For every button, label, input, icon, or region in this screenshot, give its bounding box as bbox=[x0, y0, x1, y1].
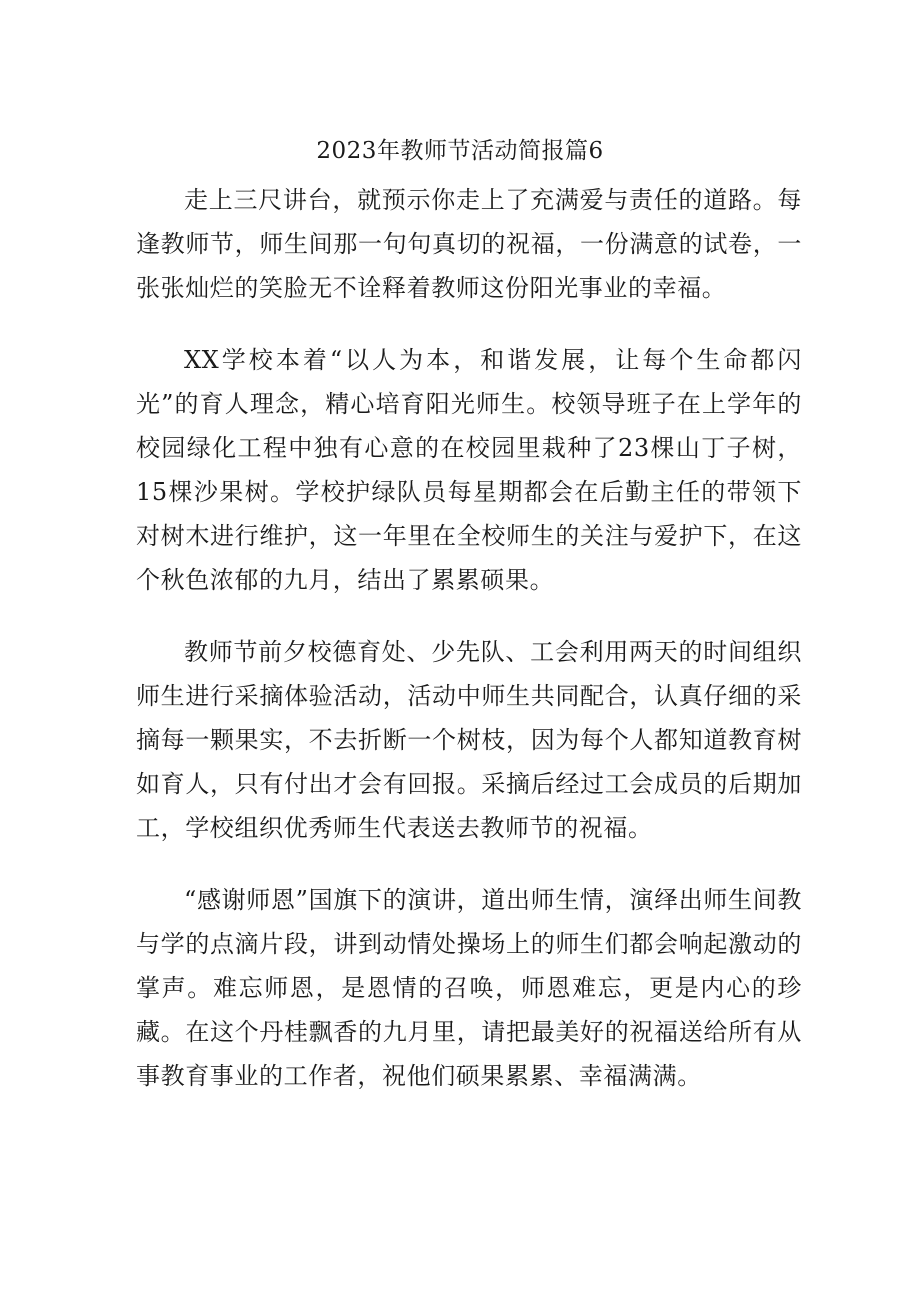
paragraph-4: “感谢师恩”国旗下的演讲，道出师生情，演绎出师生间教与学的点滴片段，讲到动情处操场上的师生们都会响起激动的掌声。难忘师恩，是恩情的召唤，师恩难忘，更是内心的珍藏。在这个丹桂飘香的九月里，请把最美好的祝福送给所有从事教育事业的工作者，祝他们硕果累累、幸福满满。 bbox=[136, 886, 802, 1090]
paragraph-2: XX学校本着“以人为本，和谐发展，让每个生命都闪光”的育人理念，精心培育阳光师生。校领导班子在上学年的校园绿化工程中独有心意的在校园里栽种了23棵山丁子树，15棵沙果树。学校护绿队员每星期都会在后勤主任的带领下对树木进行维护，这一年里在全校师生的关注与爱护下，在这个秋色浓郁的九月，结出了累累硕果。 bbox=[136, 346, 802, 594]
document-body bbox=[136, 178, 802, 1118]
document-title: 2023年教师节活动简报篇6 bbox=[316, 138, 604, 164]
paragraph-3: 教师节前夕校德育处、少先队、工会利用两天的时间组织师生进行采摘体验活动，活动中师生共同配合，认真仔细的采摘每一颗果实，不去折断一个树枝，因为每个人都知道教育树如育人，只有付出才会有回报。采摘后经过工会成员的后期加工，学校组织优秀师生代表送去教师节的祝福。 bbox=[136, 638, 802, 842]
paragraph-1: 走上三尺讲台，就预示你走上了充满爱与责任的道路。每逢教师节，师生间那一句句真切的祝福，一份满意的试卷，一张张灿烂的笑脸无不诠释着教师这份阳光事业的幸福。 bbox=[136, 186, 802, 302]
